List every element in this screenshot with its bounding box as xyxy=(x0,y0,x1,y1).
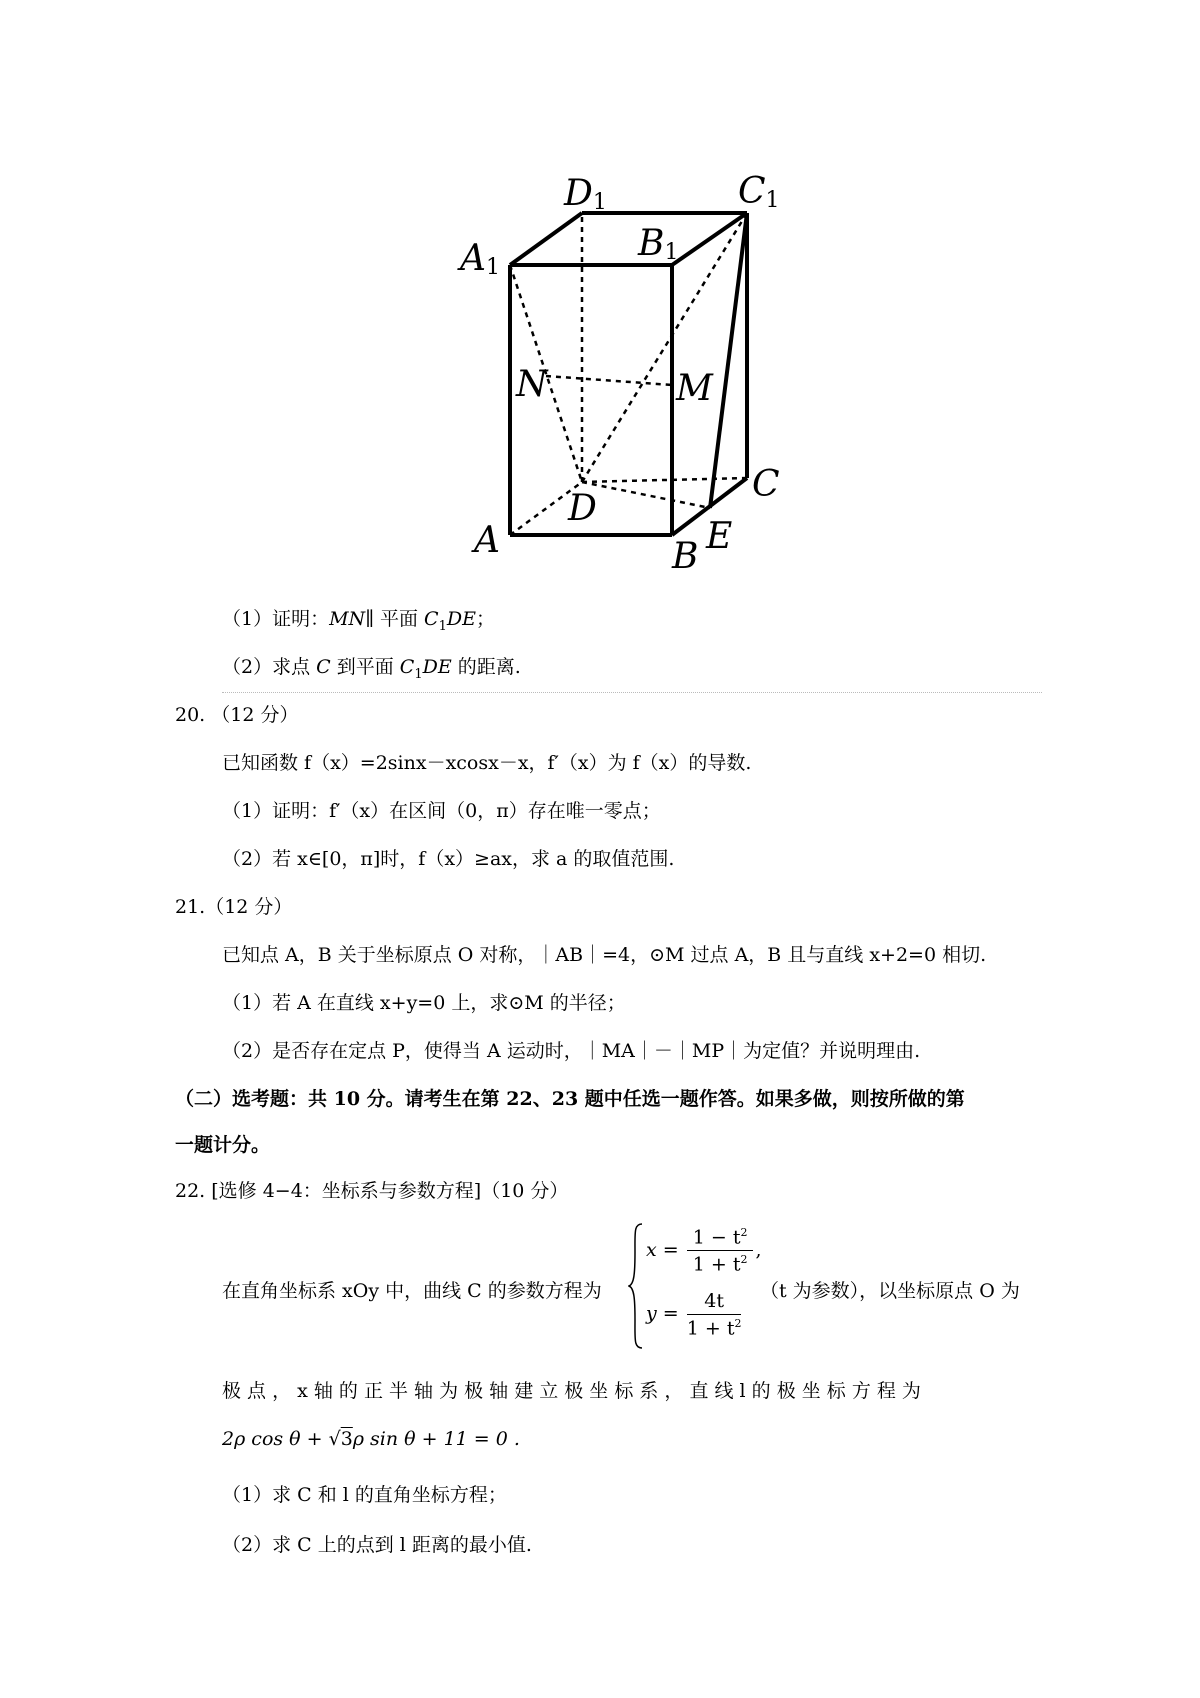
q22-line2: 极 点 ， x 轴 的 正 半 轴 为 极 轴 建 立 极 坐 标 系 ， 直 线 l 的 极 坐 标 方 程 为 xyxy=(222,1380,921,1402)
y-fraction: $\frac{4t}{1 + t^2}$ xyxy=(686,1290,742,1340)
section2-line1: （二）选考题：共 10 分。请考生在第 22、23 题中任选一题作答。如果多做，则按所做的第 xyxy=(175,1088,965,1110)
prism-figure xyxy=(440,160,800,580)
q21-stem: 已知点 A，B 关于坐标原点 O 对称，｜AB｜=4，⊙M 过点 A，B 且与直线 x+2=0 相切. xyxy=(222,944,987,966)
edge-n-m xyxy=(546,376,672,385)
parametric-system xyxy=(628,1222,762,1350)
q20-header: 20. （12 分） xyxy=(175,704,299,726)
label-e: E xyxy=(706,516,733,557)
section2-line2: 一题计分。 xyxy=(175,1134,271,1156)
x-equation: x = $\frac{1 - t^2}{1 + t^2}$ , xyxy=(646,1226,762,1276)
label-c: C xyxy=(752,464,780,505)
x-fraction: $\frac{1 - t^2}{1 + t^2}$ xyxy=(687,1226,754,1276)
edge-a1-d1 xyxy=(510,213,582,265)
q22-part2: （2）求 C 上的点到 l 距离的最小值. xyxy=(222,1534,532,1556)
q21-header: 21.（12 分） xyxy=(175,896,293,918)
y-equation: y = $\frac{4t}{1 + t^2}$ xyxy=(646,1290,742,1340)
label-b: B xyxy=(672,536,699,577)
q20-part1: （1）证明：f′（x）在区间（0，π）存在唯一零点； xyxy=(222,800,661,822)
label-a1: A1 xyxy=(460,238,500,280)
q20-part2: （2）若 x∈[0，π]时，f（x）≥ax，求 a 的取值范围. xyxy=(222,848,675,870)
q21-part1: （1）若 A 在直线 x+y=0 上，求⊙M 的半径； xyxy=(222,992,626,1014)
edge-d-e xyxy=(582,482,710,508)
q22-part1: （1）求 C 和 l 的直角坐标方程； xyxy=(222,1484,507,1506)
polar-equation: 2ρ cos θ + √3ρ sin θ + 11 = 0 . xyxy=(222,1428,520,1450)
label-a: A xyxy=(474,520,500,561)
sqrt-icon: √ xyxy=(328,1428,341,1450)
left-brace-icon xyxy=(628,1222,644,1350)
q22-stem-post: （t 为参数），以坐标原点 O 为 xyxy=(760,1280,1020,1302)
edge-c1-e xyxy=(710,213,747,508)
q22-stem-pre: 在直角坐标系 xOy 中，曲线 C 的参数方程为 xyxy=(222,1280,602,1302)
edge-b1-c1 xyxy=(672,213,747,265)
label-d1: D1 xyxy=(564,173,607,215)
label-b1: B1 xyxy=(638,223,679,265)
q20-stem: 已知函数 f（x）=2sinx－xcosx－x，f′（x）为 f（x）的导数. xyxy=(222,752,752,774)
label-c1: C1 xyxy=(738,171,780,213)
label-m: M xyxy=(676,368,713,409)
q22-header: 22. [选修 4−4：坐标系与参数方程]（10 分） xyxy=(175,1180,569,1202)
q19-part1: （1）证明：MN∥ 平面 $C_1DE$； xyxy=(222,608,495,634)
q21-part2: （2）是否存在定点 P，使得当 A 运动时，｜MA｜－｜MP｜为定值？并说明理由. xyxy=(222,1040,921,1062)
label-n: N xyxy=(516,364,548,405)
edge-d-c xyxy=(582,478,747,482)
label-d: D xyxy=(568,488,597,529)
q19-part2: （2）求点 C 到平面 $C_1DE$ 的距离. xyxy=(222,656,521,682)
separator xyxy=(222,692,1042,693)
